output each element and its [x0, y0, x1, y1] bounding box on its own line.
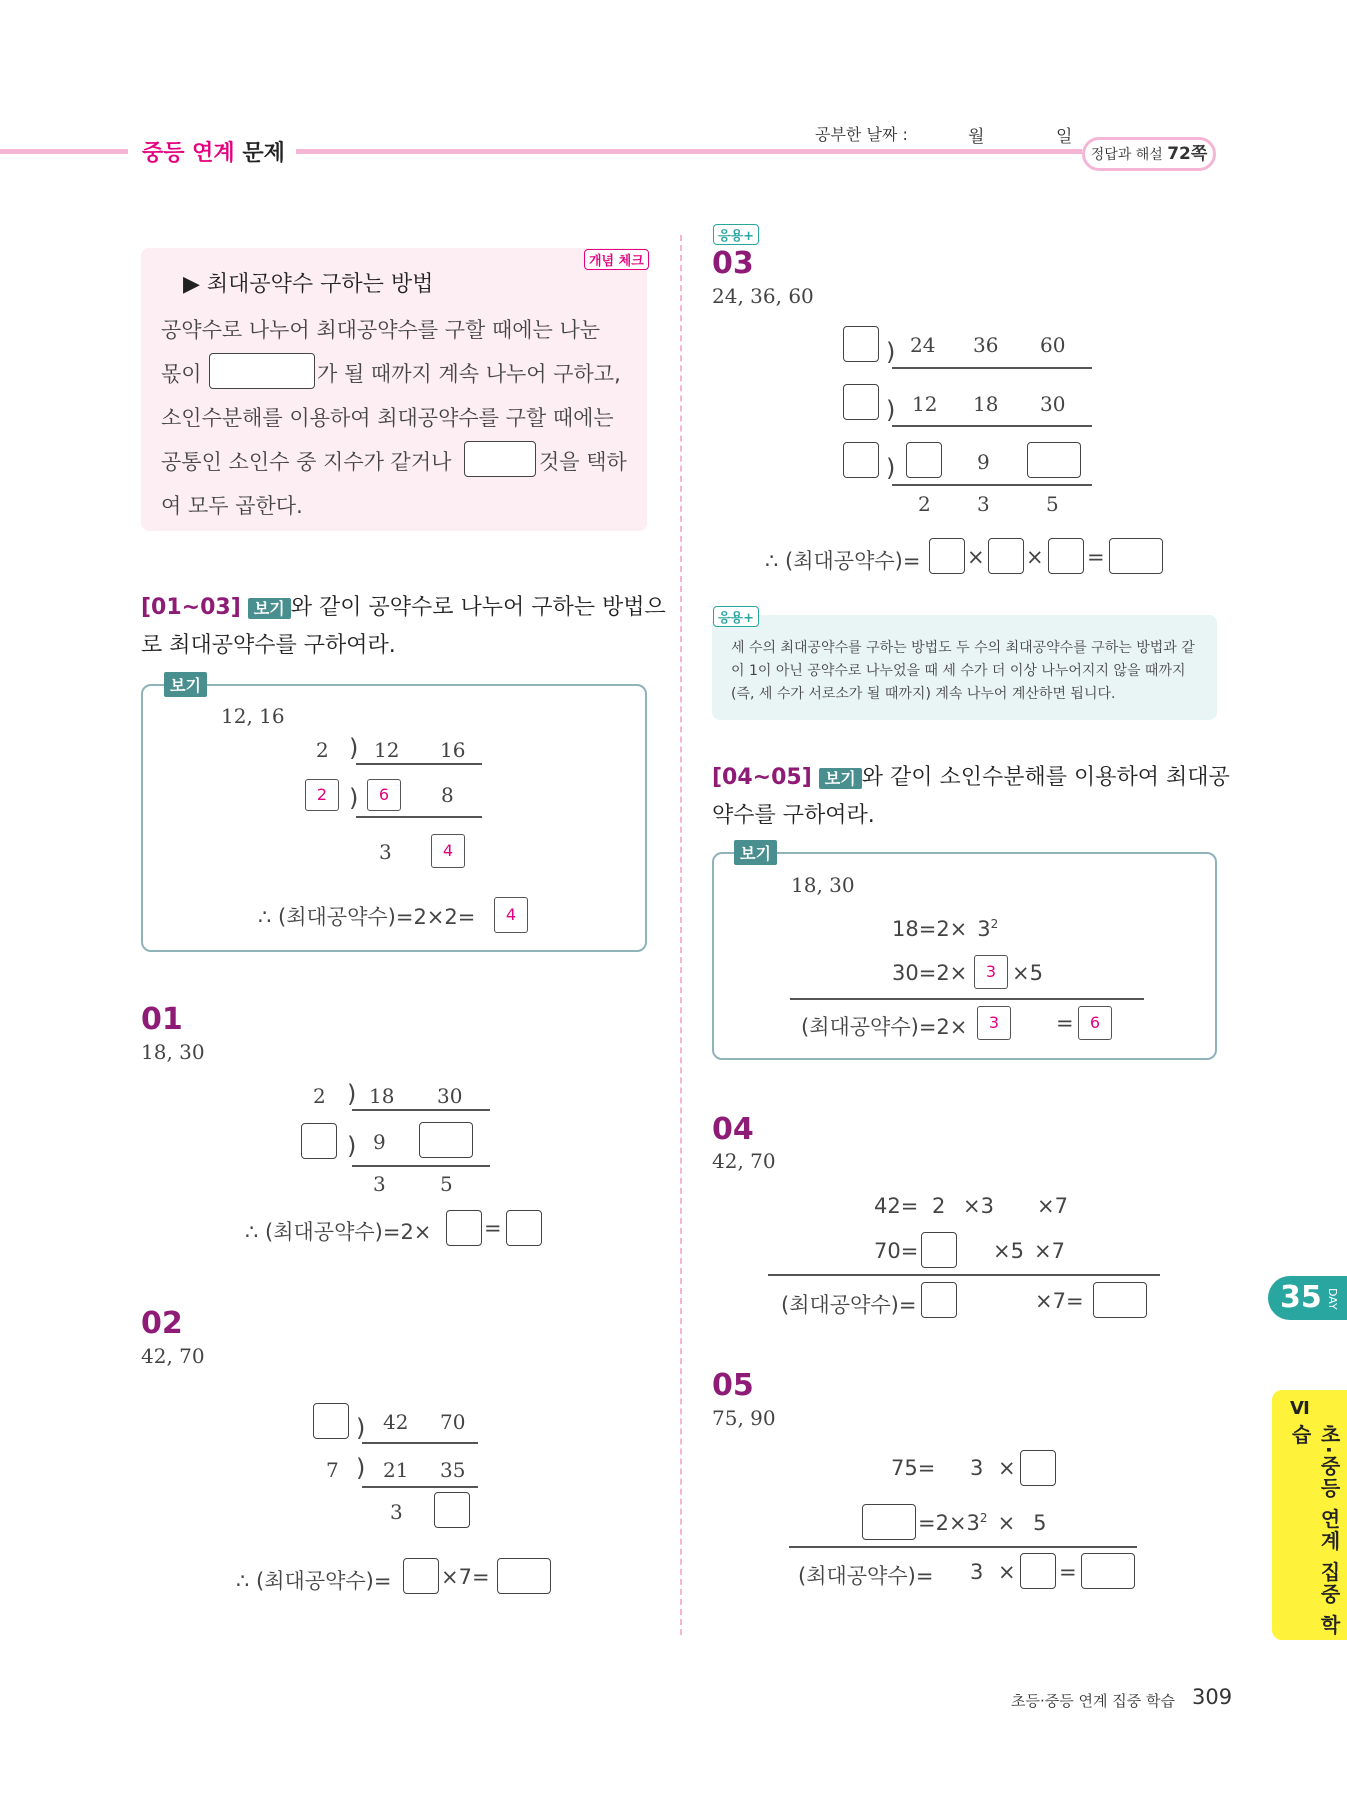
- q05-line-3-blank-1[interactable]: [1020, 1553, 1056, 1589]
- q05-line-3-eq: =: [1059, 1560, 1077, 1584]
- example1-result: ∴ (최대공약수)=2×2=: [258, 905, 476, 929]
- q03-bracket-1: ): [886, 338, 896, 366]
- q03-result-x-1: ×: [967, 545, 985, 569]
- answer-ref-badge: [1082, 137, 1216, 171]
- q02-line-2: [362, 1486, 478, 1488]
- q03-r2-c: 30: [1040, 392, 1066, 416]
- example2-line-3-val: 6: [1078, 1006, 1112, 1040]
- q01-bracket-2: ): [347, 1132, 357, 1160]
- answer-ref-page: 72쪽: [1167, 144, 1208, 164]
- q02-div2: 7: [326, 1458, 339, 1482]
- q01-line-1: [352, 1109, 490, 1111]
- q05-rule: [789, 1546, 1137, 1548]
- day-tab: [1268, 1276, 1347, 1320]
- q05-line-1-c: ×: [998, 1456, 1016, 1480]
- example1-b2: 8: [441, 783, 454, 807]
- section-title-pink: 중등 연계: [142, 141, 235, 166]
- q03-number: 03: [712, 246, 754, 281]
- q02-line-1: [362, 1442, 478, 1444]
- q01-result-eq: =: [484, 1216, 502, 1240]
- q04-line-3-blank-2[interactable]: [1093, 1282, 1147, 1318]
- example-box-1-label: 보기: [164, 672, 207, 697]
- tip-line-3: (즉, 세 수가 서로소가 될 때까지) 계속 나누어 계산하면 됩니다.: [731, 686, 1116, 702]
- q01-div1: 2: [313, 1084, 326, 1108]
- q04-line-3-blank-1[interactable]: [921, 1282, 957, 1318]
- q02-number: 02: [141, 1306, 183, 1341]
- q02-bracket-2: ): [356, 1454, 366, 1482]
- example2-line-1-exp: 2: [990, 917, 999, 931]
- q04-line-2-a: 70=: [874, 1239, 919, 1263]
- q03-line-2: [892, 425, 1092, 427]
- q03-result-blank-1[interactable]: [929, 538, 965, 574]
- q01-bracket-1: ): [347, 1080, 357, 1108]
- q05-line-3-b: 3: [970, 1560, 984, 1584]
- example2-line-3-eq: =: [1056, 1011, 1074, 1035]
- q03-r4-c: 5: [1046, 492, 1059, 516]
- q01-line-2: [352, 1165, 490, 1167]
- section1-instruction: [141, 590, 666, 621]
- section1-text-1: 와 같이 공약수로 나누어 구하는 방법으: [290, 595, 666, 620]
- example2-line-3-a: (최대공약수)=2×: [801, 1015, 968, 1039]
- q05-line-1-b: 3: [970, 1456, 984, 1480]
- example1-div1: 2: [316, 738, 329, 762]
- q03-result-x-2: ×: [1026, 545, 1044, 569]
- example1-a1: 12: [374, 738, 400, 762]
- section2-instruction: [712, 760, 1230, 791]
- q05-line-1-blank[interactable]: [1020, 1450, 1056, 1486]
- q02-result-blank-2[interactable]: [497, 1558, 551, 1594]
- q03-div2-blank[interactable]: [843, 384, 879, 420]
- section1-range: [01~03]: [141, 595, 241, 620]
- q01-a1: 18: [369, 1084, 395, 1108]
- q01-result-blank-2[interactable]: [506, 1210, 542, 1246]
- example1-result-box: 4: [494, 897, 528, 933]
- q04-rule: [768, 1274, 1160, 1276]
- section2-bogi-tag: 보기: [819, 768, 862, 789]
- example2-line-3-box: 3: [977, 1006, 1011, 1040]
- q03-line-3: [892, 484, 1092, 486]
- q05-line-3-a: (최대공약수)=: [798, 1564, 934, 1588]
- q03-numbers: 24, 36, 60: [712, 284, 814, 308]
- q03-result-blank-4[interactable]: [1109, 538, 1163, 574]
- q04-line-1-a: 42=: [874, 1194, 919, 1218]
- q04-line-2-blank[interactable]: [921, 1232, 957, 1268]
- q04-number: 04: [712, 1112, 754, 1147]
- chapter-tab: [1272, 1390, 1347, 1640]
- q02-a3: 3: [390, 1500, 403, 1524]
- q05-number: 05: [712, 1368, 754, 1403]
- section2-range: [04~05]: [712, 765, 812, 790]
- q01-result: ∴ (최대공약수)=2×: [245, 1220, 432, 1244]
- q05-line-2-d: 5: [1033, 1511, 1047, 1535]
- tip-line-1: 세 수의 최대공약수를 구하는 방법도 두 수의 최대공약수를 구하는 방법과 같: [731, 640, 1195, 656]
- example1-a3: 3: [379, 840, 392, 864]
- example1-a2-box: 6: [367, 779, 401, 811]
- example2-rule: [790, 998, 1144, 1000]
- q02-b3-blank[interactable]: [434, 1492, 470, 1528]
- answer-ref-prefix: 정답과 해설: [1090, 147, 1163, 163]
- section1-bogi-tag: 보기: [248, 598, 291, 619]
- q05-line-2: [918, 1511, 1047, 1535]
- q03-bracket-3: ): [886, 454, 896, 482]
- q02-result-blank-1[interactable]: [403, 1558, 439, 1594]
- page-number: 309: [1192, 1685, 1233, 1709]
- example2-line-2-a: 30=2×: [892, 961, 968, 985]
- q05-line-2-b: =2×3: [918, 1511, 980, 1535]
- example2-numbers: 18, 30: [791, 873, 855, 897]
- chapter-tab-title: 초·중등 연계 집중 학습: [1288, 1424, 1341, 1637]
- q03-r2-a: 12: [912, 392, 938, 416]
- day-tab-number: 35: [1280, 1280, 1322, 1315]
- q02-b1: 70: [440, 1410, 466, 1434]
- concept-tag: 개념 체크: [584, 249, 649, 270]
- concept-blank-1[interactable]: [209, 353, 315, 389]
- concept-line-4a: 공통인 소인수 중 지수가 같거나: [161, 450, 452, 474]
- example1-b1: 16: [440, 738, 466, 762]
- example2-line-1-b: 3: [977, 917, 991, 941]
- q05-line-2-blank[interactable]: [862, 1504, 916, 1540]
- example1-line-1: [356, 763, 482, 765]
- q01-a2: 9: [373, 1130, 386, 1154]
- q03-result-eq: =: [1087, 545, 1105, 569]
- q03-bracket-2: ): [886, 396, 896, 424]
- footer-text: 초등·중등 연계 집중 학습: [1011, 1692, 1175, 1710]
- q02-numbers: 42, 70: [141, 1344, 205, 1368]
- q02-result: ∴ (최대공약수)=: [236, 1569, 392, 1593]
- q03-r1-b: 36: [973, 333, 999, 357]
- example1-numbers: 12, 16: [221, 704, 285, 728]
- q01-number: 01: [141, 1002, 183, 1037]
- concept-line-2b: 가 될 때까지 계속 나누어 구하고,: [317, 362, 621, 386]
- column-divider: [680, 235, 682, 1635]
- example1-b3-box: 4: [431, 834, 465, 868]
- example1-line-2: [356, 816, 482, 818]
- concept-line-4b: 것을 택하: [539, 450, 627, 474]
- q02-bracket-1: ): [356, 1414, 366, 1442]
- q05-line-3-blank-2[interactable]: [1081, 1553, 1135, 1589]
- q03-r4-a: 2: [918, 492, 931, 516]
- q03-line-1: [892, 367, 1092, 369]
- q03-r3-a-blank[interactable]: [906, 442, 942, 478]
- section-title-black: 문제: [242, 141, 285, 166]
- q02-a1: 42: [383, 1410, 409, 1434]
- day-tab-label: DAY: [1326, 1288, 1339, 1310]
- q01-a3: 3: [373, 1172, 386, 1196]
- q05-line-3-c: ×: [998, 1560, 1016, 1584]
- q04-line-2-b: ×5: [993, 1239, 1024, 1263]
- q03-result-blank-2[interactable]: [988, 538, 1024, 574]
- example1-bracket-1: ): [349, 734, 359, 762]
- section2-text-2: 약수를 구하여라.: [712, 803, 875, 828]
- example2-line-1: [892, 917, 998, 941]
- q03-tag: 응용+: [713, 224, 759, 245]
- q02-result-times7: ×7=: [441, 1565, 490, 1589]
- q05-numbers: 75, 90: [712, 1406, 776, 1430]
- q03-r3-mid: 9: [977, 450, 990, 474]
- month-label: 월: [968, 127, 985, 147]
- q04-line-1-3: ×3: [963, 1194, 994, 1218]
- study-date-label: 공부한 날짜 :: [815, 125, 908, 144]
- q03-r4-b: 3: [977, 492, 990, 516]
- concept-line-3: 소인수분해를 이용하여 최대공약수를 구할 때에는: [161, 406, 614, 430]
- q05-line-2-c: ×: [997, 1511, 1016, 1535]
- example1-bracket-2: ): [349, 784, 359, 812]
- q03-r2-b: 18: [973, 392, 999, 416]
- q01-result-blank-1[interactable]: [446, 1210, 482, 1246]
- q04-line-2-c: ×7: [1034, 1239, 1065, 1263]
- chapter-tab-number: Ⅵ: [1290, 1398, 1310, 1419]
- q03-r3-c-blank[interactable]: [1027, 442, 1081, 478]
- q02-b2: 35: [440, 1458, 466, 1482]
- header-rule-left: [0, 149, 128, 154]
- concept-line-1: 공약수로 나누어 최대공약수를 구할 때에는 나눈: [161, 318, 601, 342]
- example2-line-2-box: 3: [974, 955, 1008, 989]
- q01-b3: 5: [440, 1172, 453, 1196]
- q01-numbers: 18, 30: [141, 1040, 205, 1064]
- section-title: [142, 136, 285, 167]
- q04-line-3-b: ×7=: [1035, 1289, 1084, 1313]
- tip-tag: 응용+: [713, 606, 759, 627]
- q05-line-1-a: 75=: [891, 1456, 936, 1480]
- q03-result-blank-3[interactable]: [1048, 538, 1084, 574]
- concept-line-5: 여 모두 곱한다.: [161, 494, 303, 518]
- q05-line-2-exp: 2: [979, 1511, 988, 1525]
- example2-line-1-a: 18=2×: [892, 917, 968, 941]
- q03-div3-blank[interactable]: [843, 442, 879, 478]
- q04-line-1-2: 2: [932, 1194, 946, 1218]
- concept-title: ▶ 최대공약수 구하는 방법: [183, 272, 434, 297]
- q03-div1-blank[interactable]: [843, 326, 879, 362]
- header-rule-right: [296, 149, 1082, 154]
- q02-a2: 21: [383, 1458, 409, 1482]
- example2-line-2-b: ×5: [1012, 961, 1043, 985]
- section2-text-1: 와 같이 소인수분해를 이용하여 최대공: [861, 765, 1230, 790]
- q04-line-1-7: ×7: [1037, 1194, 1068, 1218]
- q03-result: ∴ (최대공약수)=: [765, 549, 921, 573]
- example-box-2-label: 보기: [734, 840, 777, 865]
- example1-div2-box: 2: [305, 779, 339, 811]
- q03-r1-c: 60: [1040, 333, 1066, 357]
- q02-div1-blank[interactable]: [313, 1403, 349, 1439]
- q03-r1-a: 24: [910, 333, 936, 357]
- q01-b2-blank[interactable]: [419, 1122, 473, 1158]
- tip-line-2: 이 1이 아닌 공약수로 나누었을 때 세 수가 더 이상 나누어지지 않을 때까지: [731, 663, 1186, 679]
- concept-blank-2[interactable]: [464, 441, 536, 477]
- q01-b1: 30: [437, 1084, 463, 1108]
- q04-line-3-a: (최대공약수)=: [781, 1293, 917, 1317]
- q04-numbers: 42, 70: [712, 1149, 776, 1173]
- concept-line-2a: 몫이: [161, 362, 202, 386]
- day-label: 일: [1056, 127, 1073, 147]
- section1-text-2: 로 최대공약수를 구하여라.: [141, 633, 396, 658]
- q01-div2-blank[interactable]: [301, 1123, 337, 1159]
